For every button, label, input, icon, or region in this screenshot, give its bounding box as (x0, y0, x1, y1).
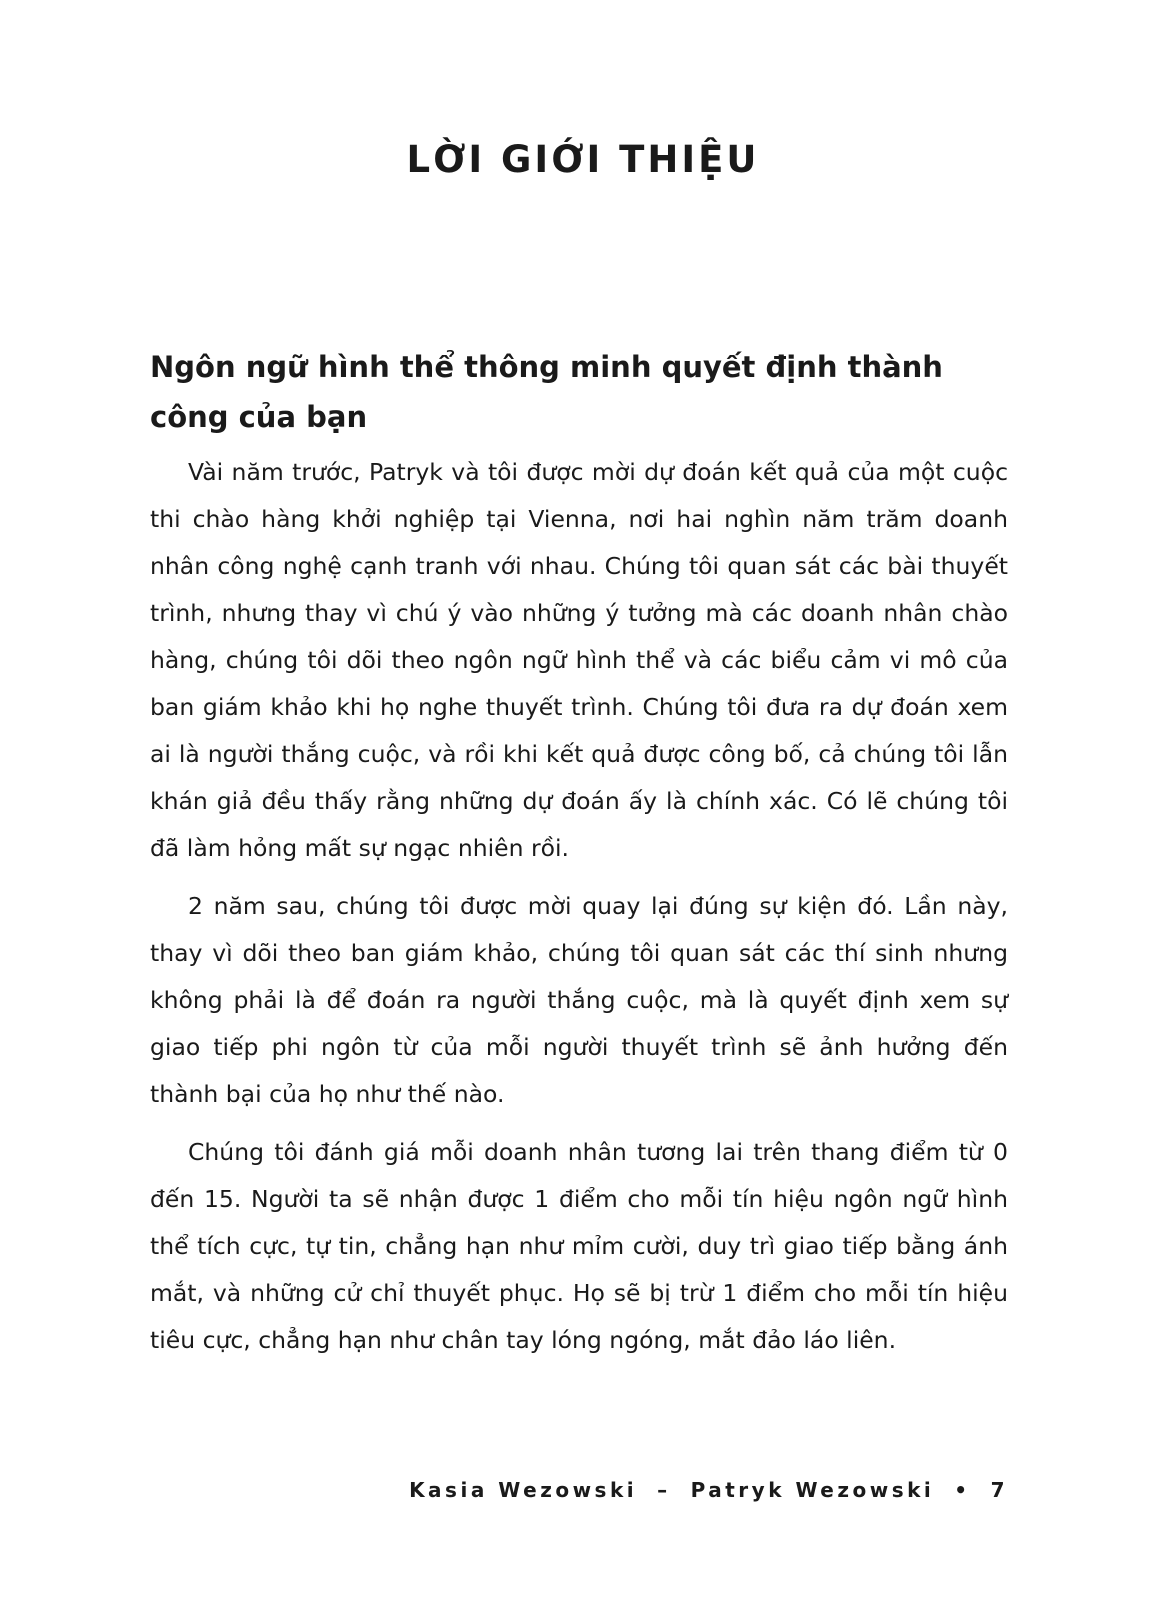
footer-dash: – (657, 1478, 671, 1502)
chapter-title: LỜI GIỚI THIỆU (406, 138, 760, 181)
section-heading: Ngôn ngữ hình thể thông minh quyết định thành công của bạn (150, 350, 943, 434)
paragraph-2: 2 năm sau, chúng tôi được mời quay lại đúng sự kiện đó. Lần này, thay vì dõi theo ban giám khảo, chúng tôi quan sát các thí sinh nhưng không phải là để đoán ra người thắng cuộc, mà là quyết định xem sự giao tiếp phi ngôn từ của mỗi người thuyết trình sẽ ảnh hưởng đến thành bại của họ như thế nào. (150, 892, 1008, 1108)
footer-bullet: • (954, 1478, 971, 1502)
footer-author-2: Patryk Wezowski (690, 1478, 935, 1502)
page-content (150, 342, 1008, 1375)
footer-author-1: Kasia Wezowski (409, 1478, 638, 1502)
paragraph-1: Vài năm trước, Patryk và tôi được mời dự đoán kết quả của một cuộc thi chào hàng khởi nghiệp tại Vienna, nơi hai nghìn năm trăm doanh nhân công nghệ cạnh tranh với nhau. Chúng tôi quan sát các bài thuyết trình, nhưng thay vì chú ý vào những ý tưởng mà các doanh nhân chào hàng, chúng tôi dõi theo ngôn ngữ hình thể và các biểu cảm vi mô của ban giám khảo khi họ nghe thuyết trình. Chúng tôi đưa ra dự đoán xem ai là người thắng cuộc, và rồi khi kết quả được công bố, cả chúng tôi lẫn khán giả đều thấy rằng những dự đoán ấy là chính xác. Có lẽ chúng tôi đã làm hỏng mất sự ngạc nhiên rồi. (150, 458, 1008, 862)
page-number: 7 (990, 1478, 1008, 1502)
paragraph-3: Chúng tôi đánh giá mỗi doanh nhân tương lai trên thang điểm từ 0 đến 15. Người ta sẽ nhận được 1 điểm cho mỗi tín hiệu ngôn ngữ hình thể tích cực, tự tin, chẳng hạn như mỉm cười, duy trì giao tiếp bằng ánh mắt, và những cử chỉ thuyết phục. Họ sẽ bị trừ 1 điểm cho mỗi tín hiệu tiêu cực, chẳng hạn như chân tay lóng ngóng, mắt đảo láo liên. (150, 1138, 1008, 1354)
page-footer (409, 1478, 1008, 1502)
